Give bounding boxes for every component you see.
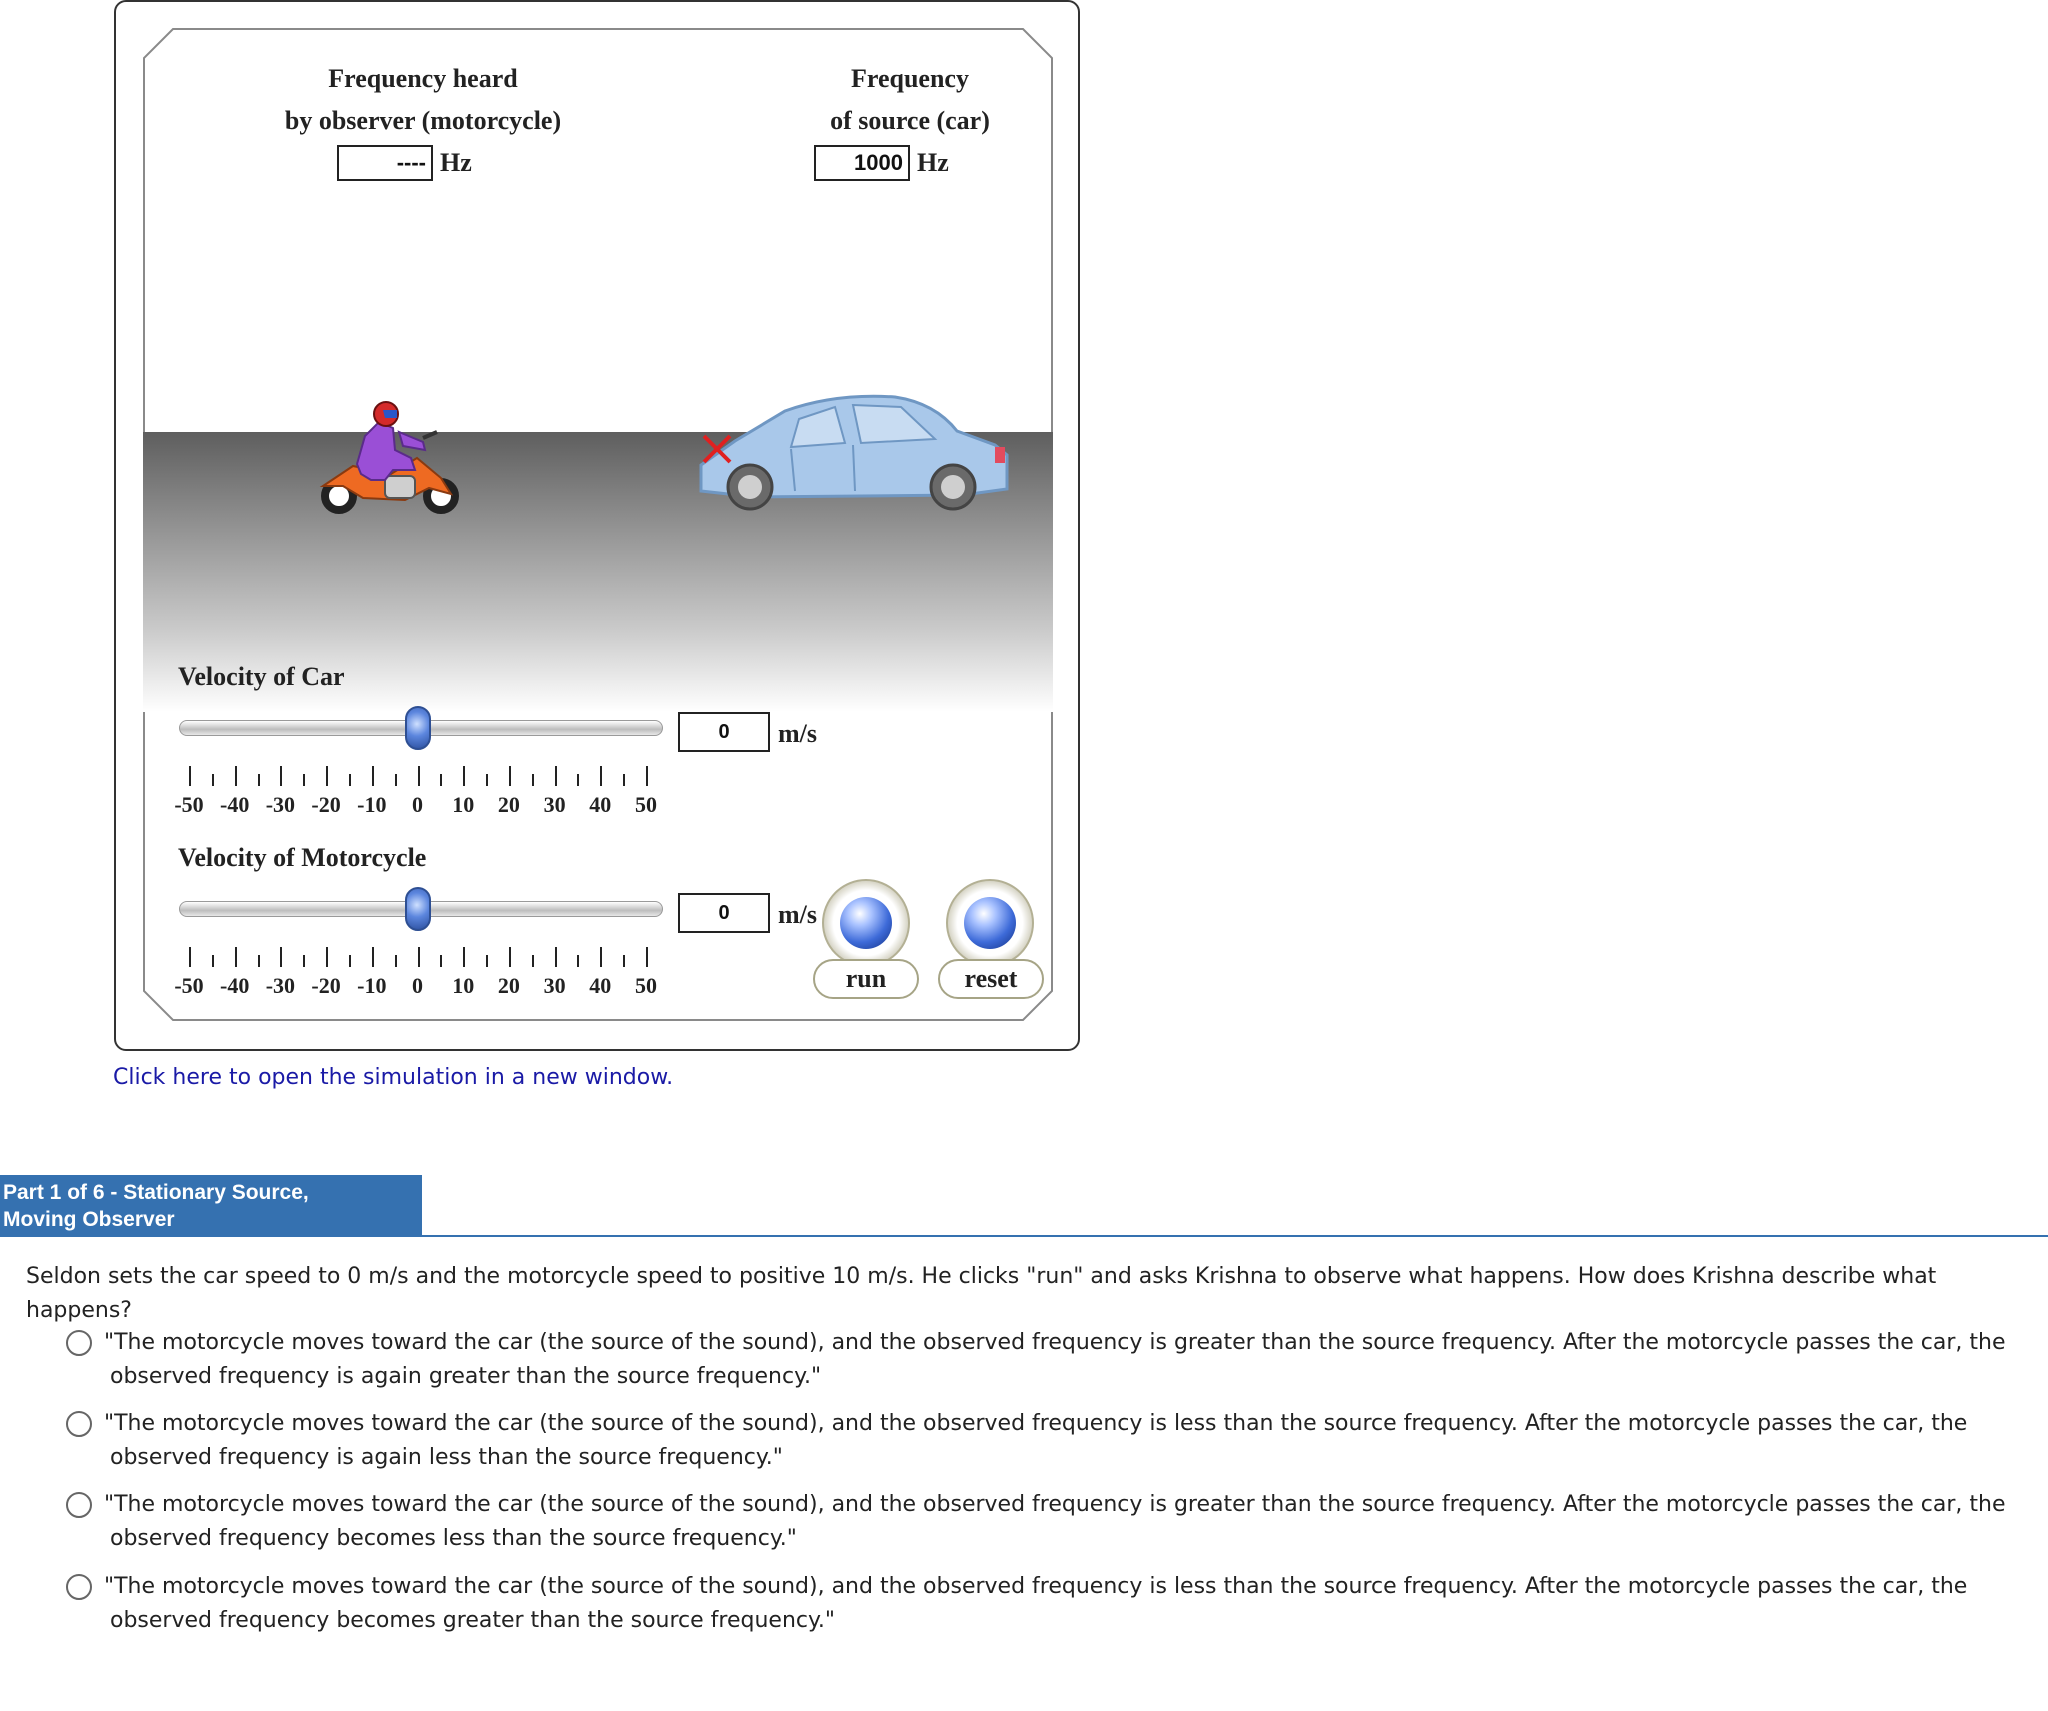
- tick-label: 20: [497, 973, 520, 998]
- tick-mark: [189, 947, 191, 967]
- source-frequency-value: 1000: [814, 145, 910, 181]
- tick-mark: [532, 774, 534, 786]
- run-ball-icon: [840, 897, 892, 949]
- tick-label: -30: [265, 973, 296, 998]
- tick-mark: [532, 955, 534, 967]
- answer-option-text: "The motorcycle moves toward the car (the source of the sound), and the observed frequency is less than the source frequency. After the motorcycle passes the car, the observed frequency becomes greater than the source frequency.": [104, 1574, 1968, 1633]
- tick-mark: [326, 947, 328, 967]
- tick-mark: [418, 947, 420, 967]
- tick-label: 50: [635, 792, 657, 817]
- reset-ball-icon: [964, 897, 1016, 949]
- tick-label: -50: [174, 973, 204, 998]
- answer-option-text: "The motorcycle moves toward the car (the source of the sound), and the observed frequency is greater than the source frequency. After the motorcycle passes the car, the observed frequency is again greater than the source frequency.": [104, 1330, 2006, 1389]
- observer-frequency-unit: Hz: [440, 148, 472, 177]
- part-header-line2: Moving Observer: [3, 1208, 175, 1231]
- motorcycle-velocity-ticks: [143, 947, 1053, 967]
- source-frequency-title: Frequency of source (car): [830, 64, 990, 135]
- tick-mark: [646, 766, 648, 786]
- motorcycle-icon: [313, 388, 463, 538]
- source-frequency-unit: Hz: [917, 148, 949, 177]
- observer-frequency-value: ----: [337, 145, 433, 181]
- tick-mark: [577, 955, 579, 967]
- tick-label: -20: [311, 792, 341, 817]
- tick-mark: [555, 766, 557, 786]
- tick-mark: [280, 947, 282, 967]
- answer-option-text: "The motorcycle moves toward the car (the source of the sound), and the observed frequency is less than the source frequency. After the motorcycle passes the car, the observed frequency is again less than the source frequency.": [104, 1411, 1968, 1470]
- run-button[interactable]: run: [813, 959, 919, 999]
- tick-mark: [577, 774, 579, 786]
- motorcycle-velocity-input[interactable]: 0: [678, 893, 770, 933]
- tick-label: -10: [357, 973, 387, 998]
- car-icon: [695, 383, 1015, 528]
- tick-mark: [600, 947, 602, 967]
- radio-button[interactable]: [66, 1411, 92, 1437]
- tick-mark: [623, 955, 625, 967]
- tick-mark: [623, 774, 625, 786]
- motorcycle-velocity-slider-thumb[interactable]: [405, 887, 431, 931]
- simulation-panel: [143, 28, 1053, 1021]
- tick-mark: [235, 766, 237, 786]
- tick-label: 10: [452, 792, 475, 817]
- tick-label: -50: [174, 792, 204, 817]
- part-header-line1: Part 1 of 6 - Stationary Source,: [3, 1181, 309, 1204]
- tick-label: 0: [412, 792, 423, 817]
- tick-label: 40: [589, 973, 612, 998]
- observer-frequency-title: Frequency heard by observer (motorcycle): [284, 64, 562, 135]
- tick-label: 0: [412, 973, 423, 998]
- tick-mark: [395, 774, 397, 786]
- tick-label: -10: [357, 792, 387, 817]
- radio-button[interactable]: [66, 1574, 92, 1600]
- tick-mark: [212, 774, 214, 786]
- tick-mark: [326, 766, 328, 786]
- tick-label: 30: [543, 792, 566, 817]
- tick-label: -40: [220, 792, 250, 817]
- part-header: [0, 1175, 422, 1237]
- part-divider: [0, 1235, 2048, 1237]
- tick-mark: [349, 955, 351, 967]
- tick-mark: [280, 766, 282, 786]
- reset-button[interactable]: reset: [938, 959, 1044, 999]
- tick-mark: [418, 766, 420, 786]
- car-velocity-slider-thumb[interactable]: [405, 706, 431, 750]
- motorcycle-velocity-label: Velocity of Motorcycle: [178, 843, 427, 872]
- tick-mark: [509, 766, 511, 786]
- tick-mark: [303, 774, 305, 786]
- sound-source-marker-icon: [700, 432, 734, 466]
- tick-label: -20: [311, 973, 341, 998]
- tick-mark: [235, 947, 237, 967]
- motorcycle-velocity-unit: m/s: [778, 900, 817, 929]
- answer-option-text: "The motorcycle moves toward the car (the source of the sound), and the observed frequency is greater than the source frequency. After the motorcycle passes the car, the observed frequency becomes less than the source frequency.": [104, 1492, 2006, 1551]
- question-text: Seldon sets the car speed to 0 m/s and the motorcycle speed to positive 10 m/s. He clicks "run" and asks Krishna to observe what happens. How does Krishna describe what happens?: [26, 1264, 1937, 1323]
- open-simulation-link[interactable]: Click here to open the simulation in a new window.: [113, 1065, 674, 1090]
- radio-button[interactable]: [66, 1330, 92, 1356]
- tick-mark: [303, 955, 305, 967]
- tick-mark: [486, 955, 488, 967]
- tick-mark: [372, 947, 374, 967]
- tick-mark: [258, 955, 260, 967]
- car-velocity-unit: m/s: [778, 719, 817, 748]
- run-button-knob[interactable]: [822, 879, 910, 967]
- tick-label: 10: [452, 973, 475, 998]
- tick-mark: [555, 947, 557, 967]
- tick-mark: [212, 955, 214, 967]
- car-velocity-input[interactable]: 0: [678, 712, 770, 752]
- tick-mark: [440, 774, 442, 786]
- tick-mark: [486, 774, 488, 786]
- tick-label: -30: [265, 792, 296, 817]
- car-velocity-label: Velocity of Car: [178, 662, 345, 691]
- tick-label: 40: [589, 792, 612, 817]
- tick-mark: [600, 766, 602, 786]
- tick-mark: [646, 947, 648, 967]
- tick-mark: [463, 766, 465, 786]
- tick-mark: [258, 774, 260, 786]
- tick-mark: [463, 947, 465, 967]
- tick-mark: [189, 766, 191, 786]
- radio-button[interactable]: [66, 1492, 92, 1518]
- tick-label: 20: [497, 792, 520, 817]
- tick-mark: [349, 774, 351, 786]
- tick-mark: [509, 947, 511, 967]
- tick-label: 50: [635, 973, 657, 998]
- tick-mark: [372, 766, 374, 786]
- tick-mark: [395, 955, 397, 967]
- tick-label: -40: [220, 973, 250, 998]
- reset-button-knob[interactable]: [946, 879, 1034, 967]
- tick-mark: [440, 955, 442, 967]
- tick-label: 30: [543, 973, 566, 998]
- car-velocity-ticks: [143, 766, 1053, 786]
